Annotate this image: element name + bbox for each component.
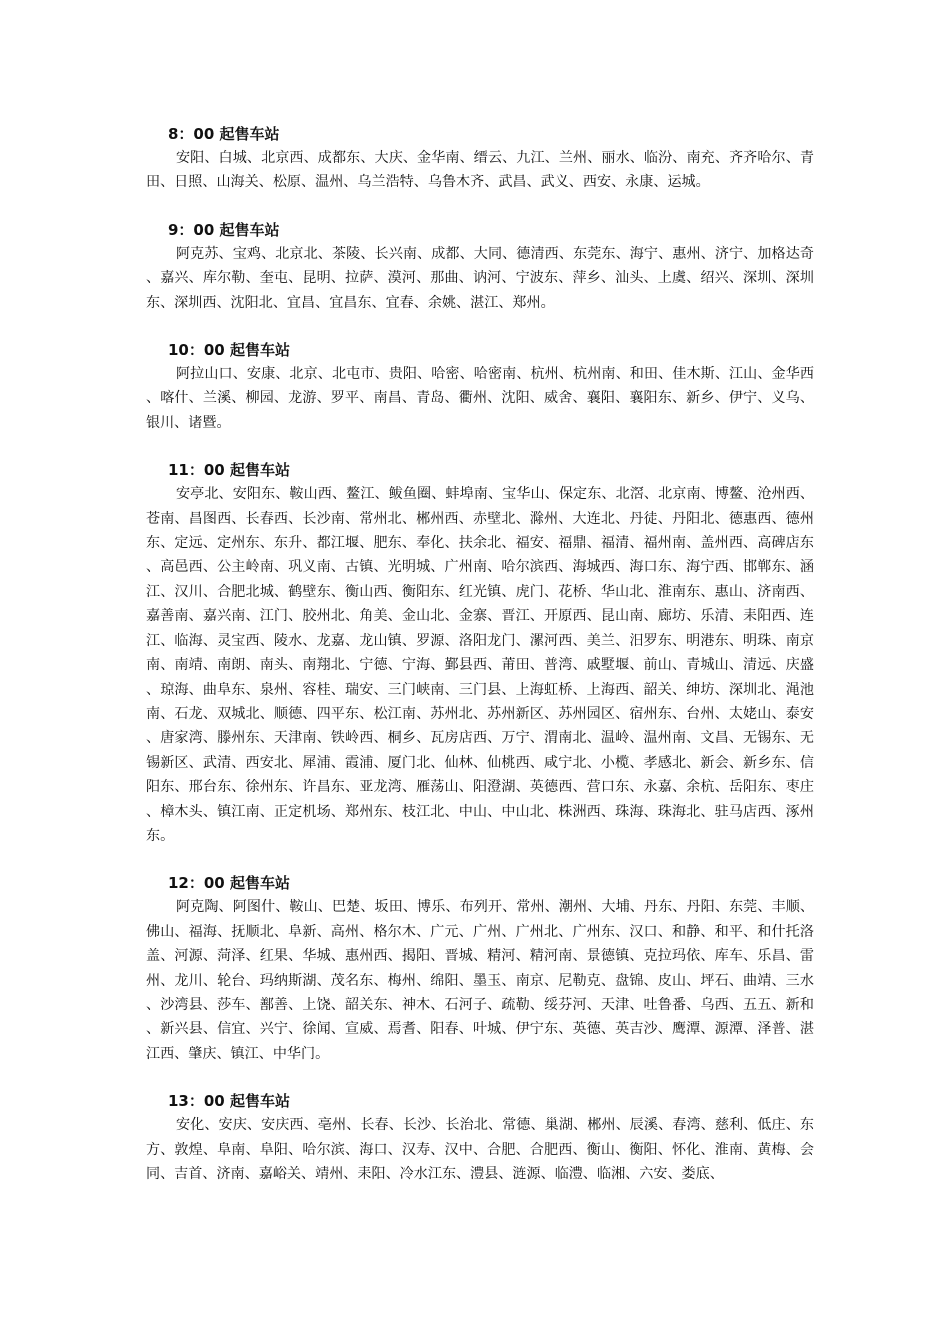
sale-time-section-1100 [146,458,814,848]
station-list: 安化、安庆、安庆西、亳州、长春、长沙、长治北、常德、巢湖、郴州、辰溪、春湾、慈利、低庄、东方、敦煌、阜南、阜阳、哈尔滨、海口、汉寿、汉中、合肥、合肥西、衡山、衡阳、怀化、淮南、黄梅、会同、吉首、济南、嘉峪关、靖州、耒阳、冷水江东、澧县、涟源、临澧、临湘、六安、娄底、 [146,1117,814,1182]
station-list: 阿克苏、宝鸡、北京北、茶陵、长兴南、成都、大同、德清西、东莞东、海宁、惠州、济宁、加格达奇、嘉兴、库尔勒、奎屯、昆明、拉萨、漠河、那曲、讷河、宁波东、萍乡、汕头、上虞、绍兴、深圳、深圳东、深圳西、沈阳北、宜昌、宜昌东、宜春、余姚、湛江、郑州。 [146,245,814,311]
sale-time-section-1300 [146,1089,814,1186]
section-heading: 12：00 起售车站 [168,874,290,893]
section-heading: 9：00 起售车站 [168,220,280,239]
section-heading: 11：00 起售车站 [168,461,290,480]
sale-time-section-1200 [146,871,814,1066]
station-list: 阿拉山口、安康、北京、北屯市、贵阳、哈密、哈密南、杭州、杭州南、和田、佳木斯、江山、金华西、喀什、兰溪、柳园、龙游、罗平、南昌、青岛、衢州、沈阳、威舍、襄阳、襄阳东、新乡、伊宁、义乌、银川、诸暨。 [146,366,814,431]
station-list: 安阳、白城、北京西、成都东、大庆、金华南、缙云、九江、兰州、丽水、临汾、南充、齐齐哈尔、青田、日照、山海关、松原、温州、乌兰浩特、乌鲁木齐、武昌、武义、西安、永康、运城。 [146,150,814,191]
station-list: 安亭北、安阳东、鞍山西、鳌江、鲅鱼圈、蚌埠南、宝华山、保定东、北滘、北京南、博鳌、沧州西、苍南、昌图西、长春西、长沙南、常州北、郴州西、赤壁北、滁州、大连北、丹徒、丹阳北、德惠西、德州东、定远、定州东、东升、都江堰、肥东、奉化、扶余北、福安、福鼎、福清、福州南、盖州西、高碑店东、高邑西、公主岭南、巩义南、古镇、光明城、广州南、哈尔滨西、海城西、海口东、海宁西、邯郸东、涵江、汉川、合肥北城、鹤壁东、衡山西、衡阳东、红光镇、虎门、花桥、华山北、淮南东、惠山、济南西、嘉善南、嘉兴南、江门、胶州北、角美、金山北、金寨、晋江、开原西、昆山南、廊坊、乐清、耒阳西、连江、临海、灵宝西、陵水、龙嘉、龙山镇、罗源、洛阳龙门、漯河西、美兰、汨罗东、明港东、明珠、南京南、南靖、南朗、南头、南翔北、宁德、宁海、鄞县西、莆田、普湾、戚墅堰、前山、青城山、清远、庆盛、琼海、曲阜东、泉州、容桂、瑞安、三门峡南、三门县、上海虹桥、上海西、韶关、绅坊、深圳北、渑池南、石龙、双城北、顺德、四平东、松江南、苏州北、苏州新区、苏州园区、宿州东、台州、太姥山、泰安、唐家湾、滕州东、天津南、铁岭西、桐乡、瓦房店西、万宁、渭南北、温岭、温州南、文昌、无锡东、无锡新区、武清、西安北、犀浦、霞浦、厦门北、仙林、仙桃西、咸宁北、小榄、孝感北、新会、新乡东、信阳东、邢台东、徐州东、许昌东、亚龙湾、雁荡山、阳澄湖、英德西、营口东、永嘉、余杭、岳阳东、枣庄、樟木头、镇江南、正定机场、郑州东、枝江北、中山、中山北、株洲西、珠海、珠海北、驻马店西、涿州东。 [146,486,814,844]
section-heading: 10：00 起售车站 [168,341,290,360]
sale-time-section-1000 [146,338,814,435]
station-list: 阿克陶、阿图什、鞍山、巴楚、坂田、博乐、布列开、常州、潮州、大埔、丹东、丹阳、东莞、丰顺、佛山、福海、抚顺北、阜新、高州、格尔木、广元、广州、广州北、广州东、汉口、和静、和平、和什托洛盖、河源、菏泽、红果、华城、惠州西、揭阳、晋城、精河、精河南、景德镇、克拉玛依、库车、乐昌、雷州、龙川、轮台、玛纳斯湖、茂名东、梅州、绵阳、墨玉、南京、尼勒克、盘锦、皮山、坪石、曲靖、三水、沙湾县、莎车、鄯善、上饶、韶关东、神木、石河子、疏勒、绥芬河、天津、吐鲁番、乌西、五五、新和、新兴县、信宜、兴宁、徐闻、宣威、焉耆、阳春、叶城、伊宁东、英德、英吉沙、鹰潭、源潭、泽普、湛江西、肇庆、镇江、中华门。 [146,899,814,1062]
section-heading: 13：00 起售车站 [168,1092,290,1111]
sale-time-section-0900 [146,218,814,315]
document-page [146,122,814,1209]
sale-time-section-0800 [146,122,814,195]
section-heading: 8：00 起售车站 [168,125,280,143]
